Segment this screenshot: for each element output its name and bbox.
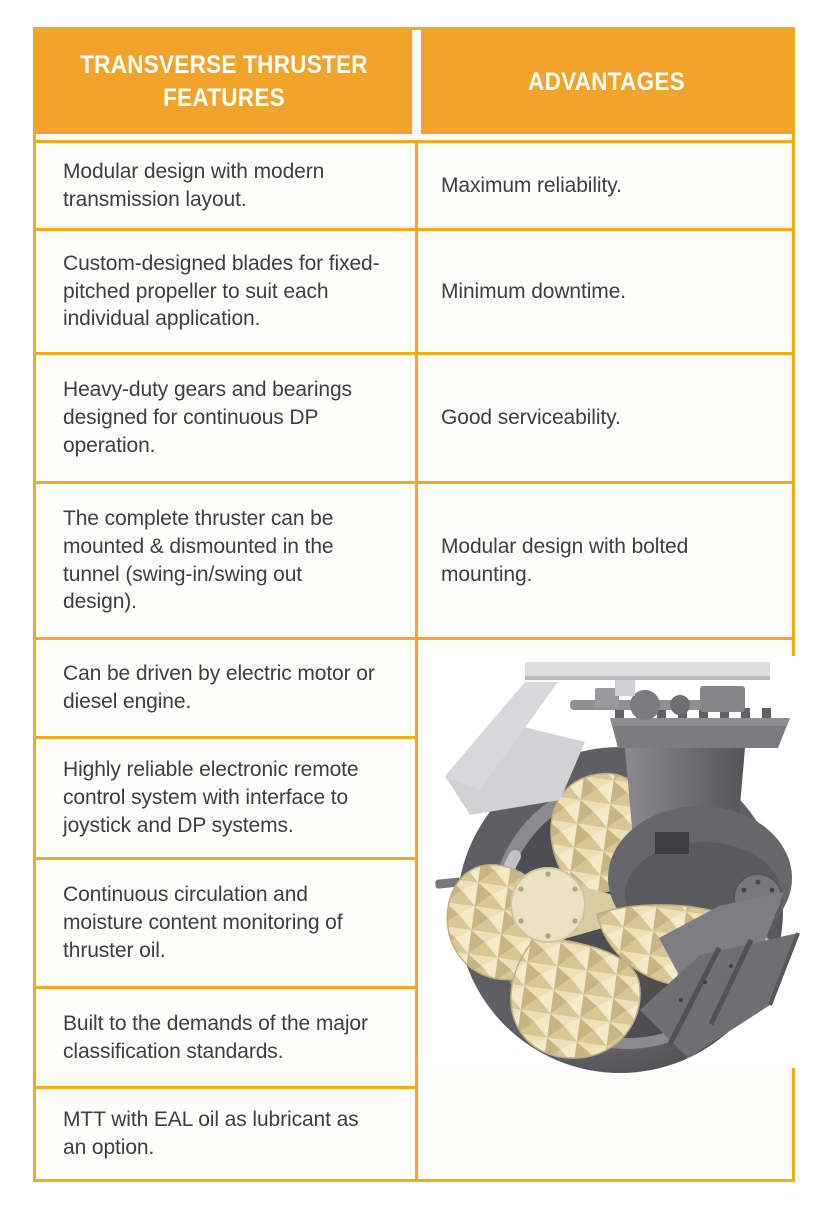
feature-text: Custom-designed blades for fixed-pitched propeller to suit each individual application.	[63, 251, 380, 331]
feature-cell	[36, 355, 415, 481]
feature-cell	[36, 989, 415, 1086]
advantages-header-label: ADVANTAGES	[528, 67, 685, 96]
feature-cell	[36, 860, 415, 986]
feature-text: Can be driven by electric motor or diesel engine.	[63, 662, 375, 713]
feature-text: MTT with EAL oil as lubricant as an option.	[63, 1108, 359, 1159]
advantage-text: Good serviceability.	[441, 406, 621, 430]
feature-text: Modular design with modern transmission layout.	[63, 159, 325, 211]
table-header-advantages	[421, 30, 792, 134]
features-advantages-table	[33, 27, 795, 1182]
feature-text: The complete thruster can be mounted & dismounted in the tunnel (swing-in/swing out design).	[63, 506, 334, 614]
transverse-thruster-render	[419, 656, 830, 1096]
advantage-cell	[418, 231, 792, 352]
feature-cell	[36, 231, 415, 352]
table-header-features	[36, 30, 412, 134]
advantage-cell	[418, 143, 792, 228]
feature-text: Highly reliable electronic remote control system with interface to joystick and DP systems.	[63, 758, 359, 837]
feature-text: Built to the demands of the major classification standards.	[63, 1011, 368, 1063]
feature-cell	[36, 640, 415, 736]
feature-text: Continuous circulation and moisture content monitoring of thruster oil.	[63, 883, 343, 962]
advantage-cell	[418, 484, 792, 637]
advantage-text: Modular design with bolted mounting.	[441, 534, 689, 586]
feature-cell	[36, 1089, 415, 1179]
advantage-text: Maximum reliability.	[441, 173, 622, 197]
advantage-text: Minimum downtime.	[441, 279, 627, 303]
feature-text: Heavy-duty gears and bearings designed for continuous DP operation.	[63, 378, 352, 457]
advantage-cell	[418, 355, 792, 481]
feature-cell	[36, 739, 415, 857]
feature-cell	[36, 143, 415, 228]
feature-cell	[36, 484, 415, 637]
features-header-label: TRANSVERSE THRUSTER FEATURES	[80, 51, 368, 112]
thruster-image	[419, 656, 830, 1068]
